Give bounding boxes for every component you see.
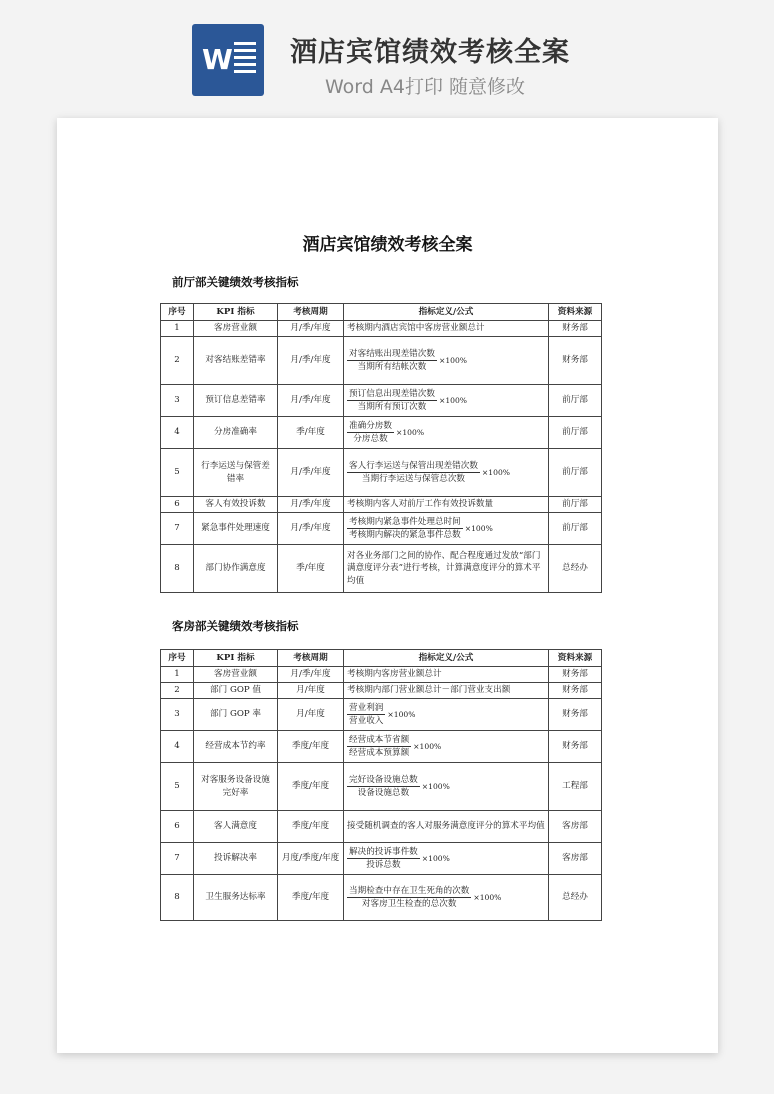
data-source: 工程部 [549,763,602,811]
formula [347,348,467,374]
assessment-period: 月/季/年度 [278,321,344,337]
assessment-period: 月/季/年度 [278,449,344,497]
assessment-period: 月/季/年度 [278,667,344,683]
document-page [57,118,718,1053]
kpi-definition: 对各业务部门之间的协作、配合程度通过发放“部门满意度评分表”进行考核，计算满意度评分的算术平均值 [344,545,549,593]
data-source: 财务部 [549,699,602,731]
row-number: 5 [161,763,194,811]
kpi-name: 经营成本节约率 [194,731,278,763]
formula-numerator: 营业利润 [347,702,385,715]
data-source: 前厅部 [549,449,602,497]
formula [347,460,510,486]
row-number: 1 [161,321,194,337]
formula-multiplier: ×100% [395,428,425,437]
formula-denominator: 当期行李运送与保管总次数 [361,474,466,484]
row-number: 5 [161,449,194,497]
data-source: 前厅部 [549,497,602,513]
row-number: 3 [161,385,194,417]
kpi-definition: 考核期内客人对前厅工作有效投诉数量 [344,497,549,513]
kpi-definition: 考核期内部门营业额总计－部门营业支出额 [344,683,549,699]
column-header: 序号 [161,304,194,321]
kpi-formula [344,385,549,417]
column-header: 考核周期 [278,650,344,667]
formula-numerator: 准确分房数 [347,420,394,433]
formula [347,846,450,872]
formula-multiplier: ×100% [473,893,502,902]
data-source: 财务部 [549,683,602,699]
formula-multiplier: ×100% [438,396,468,405]
data-source: 总经办 [549,875,602,921]
table-row [161,875,602,921]
table-row [161,449,602,497]
kpi-formula [344,513,549,545]
formula-denominator: 设备设施总数 [357,788,410,798]
assessment-period: 月/季/年度 [278,385,344,417]
kpi-name: 客人有效投诉数 [194,497,278,513]
column-header: 资料来源 [549,650,602,667]
table-row [161,811,602,843]
row-number: 7 [161,843,194,875]
table-row [161,683,602,699]
data-source: 财务部 [549,667,602,683]
assessment-period: 季度/年度 [278,731,344,763]
table-row [161,497,602,513]
front-office-kpi-table [160,303,602,593]
data-source: 总经办 [549,545,602,593]
formula-multiplier: ×100% [387,710,416,719]
formula-numerator: 解决的投诉事件数 [347,846,420,859]
banner-subtitle: Word A4打印 随意修改 [325,76,526,98]
formula [347,420,424,446]
row-number: 4 [161,731,194,763]
row-number: 3 [161,699,194,731]
kpi-name: 部门 GOP 率 [194,699,278,731]
table-row [161,321,602,337]
formula [347,885,501,911]
table-row [161,337,602,385]
row-number: 8 [161,545,194,593]
formula [347,734,441,760]
column-header: 指标定义/公式 [344,650,549,667]
row-number: 2 [161,683,194,699]
housekeeping-kpi-table [160,649,602,921]
column-header: 序号 [161,650,194,667]
table-row [161,545,602,593]
formula-denominator: 投诉总数 [366,860,401,870]
row-number: 4 [161,417,194,449]
formula [347,702,415,728]
data-source: 客房部 [549,843,602,875]
formula-multiplier: ×100% [413,742,442,751]
formula-numerator: 经营成本节省额 [347,734,411,747]
formula-denominator: 经营成本预算额 [349,748,410,758]
column-header: 指标定义/公式 [344,304,549,321]
kpi-formula [344,337,549,385]
kpi-name: 客房营业额 [194,321,278,337]
table-row [161,385,602,417]
row-number: 6 [161,811,194,843]
kpi-name: 投诉解决率 [194,843,278,875]
row-number: 2 [161,337,194,385]
assessment-period: 季度/年度 [278,875,344,921]
kpi-formula [344,875,549,921]
kpi-formula [344,763,549,811]
kpi-formula [344,731,549,763]
data-source: 财务部 [549,731,602,763]
assessment-period: 月/季/年度 [278,497,344,513]
kpi-formula [344,843,549,875]
assessment-period: 月/年度 [278,699,344,731]
kpi-name: 紧急事件处理速度 [194,513,278,545]
formula-numerator: 当期检查中存在卫生死角的次数 [347,885,471,898]
formula-multiplier: ×100% [464,524,493,533]
assessment-period: 季/年度 [278,417,344,449]
kpi-name: 预订信息差错率 [194,385,278,417]
row-number: 6 [161,497,194,513]
formula [347,516,493,542]
assessment-period: 月/季/年度 [278,337,344,385]
formula-numerator: 考核期内紧急事件处理总时间 [347,516,463,529]
row-number: 8 [161,875,194,921]
formula-multiplier: ×100% [421,854,450,863]
banner [0,0,774,118]
kpi-name: 部门协作满意度 [194,545,278,593]
table-row [161,731,602,763]
formula-denominator: 考核期内解决的紧急事件总数 [349,530,461,540]
kpi-name: 对客服务设备设施完好率 [194,763,278,811]
column-header: 考核周期 [278,304,344,321]
assessment-period: 月/年度 [278,683,344,699]
kpi-name: 部门 GOP 值 [194,683,278,699]
assessment-period: 季度/年度 [278,811,344,843]
formula-numerator: 完好设备设施总数 [347,774,420,787]
data-source: 前厅部 [549,513,602,545]
data-source: 财务部 [549,337,602,385]
table-row [161,843,602,875]
formula-denominator: 当期所有结帐次数 [357,362,427,372]
formula-denominator: 营业收入 [349,716,384,726]
formula [347,388,467,414]
data-source: 客房部 [549,811,602,843]
formula-multiplier: ×100% [421,782,450,791]
document-title: 酒店宾馆绩效考核全案 [302,235,473,255]
assessment-period: 月/季/年度 [278,513,344,545]
formula-numerator: 预订信息出现差错次数 [347,388,437,401]
word-document-icon: W [192,24,264,96]
formula-denominator: 对客房卫生检查的总次数 [361,899,457,909]
kpi-definition: 接受随机调查的客人对服务满意度评分的算术平均值 [344,811,549,843]
table-row [161,513,602,545]
kpi-formula [344,449,549,497]
data-source: 财务部 [549,321,602,337]
formula-numerator: 客人行李运送与保管出现差错次数 [347,460,480,473]
table-row [161,417,602,449]
column-header: KPI 指标 [194,650,278,667]
kpi-definition: 考核期内酒店宾馆中客房营业额总计 [344,321,549,337]
assessment-period: 季度/年度 [278,763,344,811]
table-row [161,699,602,731]
assessment-period: 季/年度 [278,545,344,593]
data-source: 前厅部 [549,385,602,417]
column-header: 资料来源 [549,304,602,321]
row-number: 1 [161,667,194,683]
formula-multiplier: ×100% [481,468,510,477]
data-source: 前厅部 [549,417,602,449]
section-title-housekeeping: 客房部关键绩效考核指标 [172,619,299,633]
kpi-name: 分房准确率 [194,417,278,449]
table-row [161,763,602,811]
banner-title: 酒店宾馆绩效考核全案 [290,37,570,68]
table-row [161,667,602,683]
assessment-period: 月度/季度/年度 [278,843,344,875]
formula-multiplier: ×100% [438,356,468,365]
kpi-definition: 考核期内客房营业额总计 [344,667,549,683]
kpi-name: 行李运送与保管差错率 [194,449,278,497]
kpi-formula [344,699,549,731]
kpi-name: 客人满意度 [194,811,278,843]
row-number: 7 [161,513,194,545]
formula-numerator: 对客结账出现差错次数 [347,348,437,361]
formula-denominator: 分房总数 [353,434,388,444]
kpi-name: 卫生服务达标率 [194,875,278,921]
formula [347,774,450,800]
section-title-front-office: 前厅部关键绩效考核指标 [172,275,299,289]
formula-denominator: 当期所有预订次数 [357,402,427,412]
kpi-name: 对客结账差错率 [194,337,278,385]
kpi-name: 客房营业额 [194,667,278,683]
kpi-formula [344,417,549,449]
column-header: KPI 指标 [194,304,278,321]
